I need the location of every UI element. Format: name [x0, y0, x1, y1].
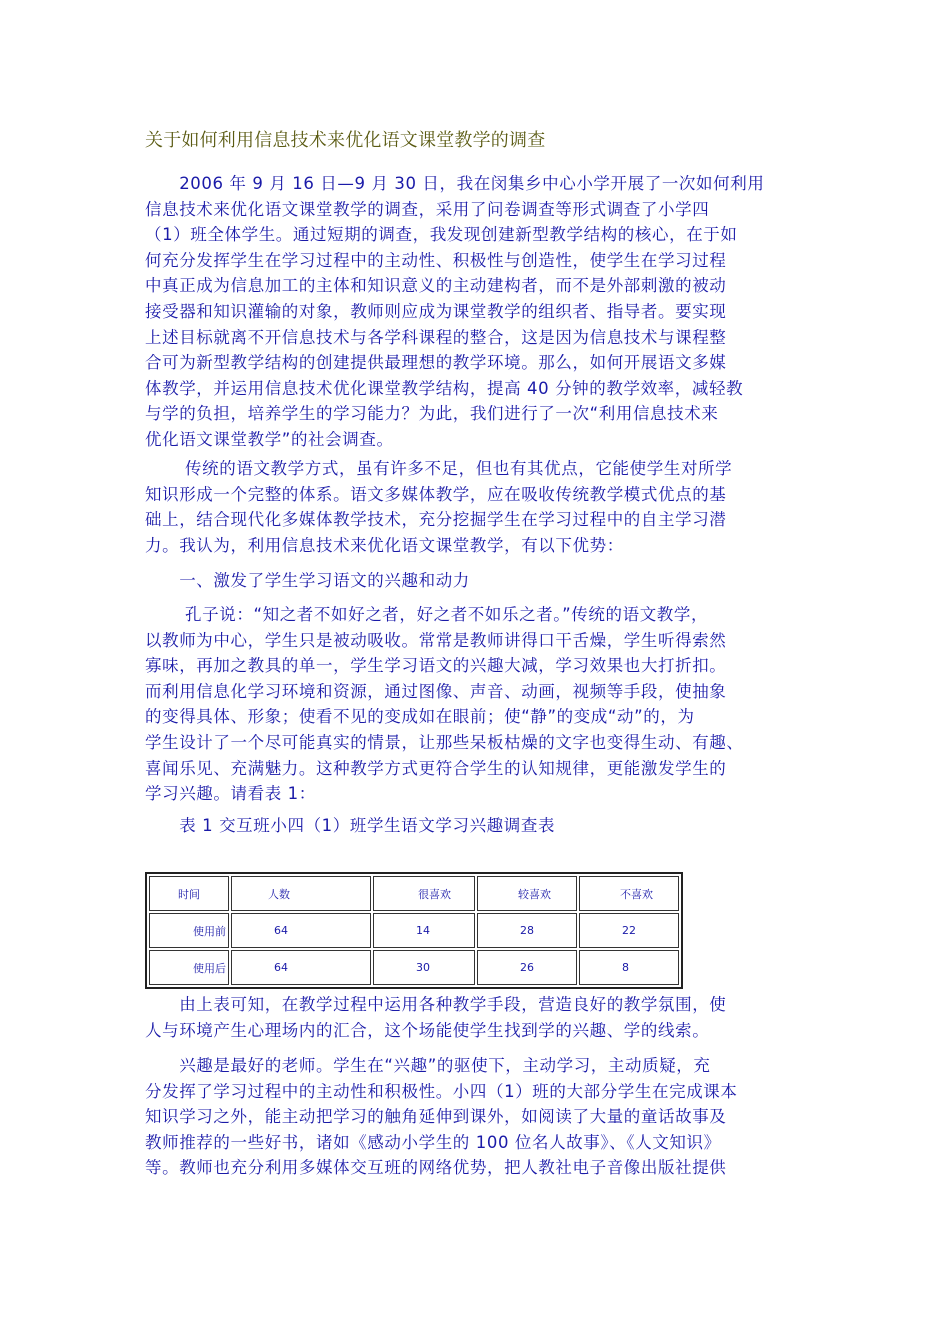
table-cell: 64 — [231, 950, 371, 985]
document-title: 关于如何利用信息技术来优化语文课堂教学的调查 — [145, 130, 546, 151]
text-line: 的变得具体、形象；使看不见的变成如在眼前；使“静”的变成“动”的，为 — [145, 707, 695, 727]
text-line: 中真正成为信息加工的主体和知识意义的主动建构者，而不是外部刺激的被动 — [145, 276, 727, 296]
table-cell: 使用前 — [149, 913, 229, 948]
table-cell: 14 — [373, 913, 475, 948]
text-line: 孔子说：“知之者不如好之者，好之者不如乐之者。”传统的语文教学， — [145, 605, 709, 624]
table-cell: 30 — [373, 950, 475, 985]
interest-survey-table — [145, 872, 683, 989]
paragraph-confucius — [145, 602, 815, 807]
section-heading-1 — [145, 568, 815, 594]
text-line: 而利用信息化学习环境和资源，通过图像、声音、动画，视频等手段，使抽象 — [145, 681, 727, 701]
table-cell: 28 — [477, 913, 577, 948]
text-line: 体教学，并运用信息技术优化课堂教学结构，提高 40 分钟的教学效率，减轻教 — [145, 378, 744, 398]
header-cell: 时间 — [149, 876, 229, 911]
header-cell: 较喜欢 — [477, 876, 577, 911]
text-line: 力。我认为，利用信息技术来优化语文课堂教学，有以下优势： — [145, 535, 624, 555]
text-line: 学生设计了一个尽可能真实的情景，让那些呆板枯燥的文字也变得生动、有趣、 — [145, 732, 744, 752]
text-line: 一、激发了学生学习语文的兴趣和动力 — [145, 571, 470, 590]
paragraph-traditional — [145, 456, 815, 558]
text-line: 喜闻乐见、充满魅力。这种教学方式更符合学生的认知规律，更能激发学生的 — [145, 758, 727, 778]
paragraph-interest — [145, 1053, 815, 1181]
text-line: 与学的负担，培养学生的学习能力？为此，我们进行了一次“利用信息技术来 — [145, 404, 719, 424]
text-line: 上述目标就离不开信息技术与各学科课程的整合，这是因为信息技术与课程整 — [145, 327, 727, 347]
paragraph-intro — [145, 171, 815, 453]
header-cell: 人数 — [231, 876, 371, 911]
text-line: （1）班全体学生。通过短期的调查，我发现创建新型教学结构的核心，在于如 — [145, 225, 738, 245]
table-cell: 使用后 — [149, 950, 229, 985]
table-row — [149, 950, 679, 985]
table-row — [149, 913, 679, 948]
text-line: 人与环境产生心理场内的汇合，这个场能使学生找到学的兴趣、学的线索。 — [145, 1020, 710, 1040]
text-line: 以教师为中心，学生只是被动吸收。常常是教师讲得口干舌燥，学生听得索然 — [145, 630, 727, 650]
text-line: 兴趣是最好的老师。学生在“兴趣”的驱使下，主动学习，主动质疑，充 — [145, 1056, 711, 1075]
text-line: 何充分发挥学生在学习过程中的主动性、积极性与创造性，使学生在学习过程 — [145, 250, 727, 270]
text-line: 知识形成一个完整的体系。语文多媒体教学，应在吸收传统教学模式优点的基 — [145, 484, 727, 504]
text-line: 接受器和知识灌输的对象，教师则应成为课堂教学的组织者、指导者。要实现 — [145, 301, 727, 321]
table-header-row — [149, 876, 679, 911]
table-cell: 26 — [477, 950, 577, 985]
table-cell: 64 — [231, 913, 371, 948]
text-line: 分发挥了学习过程中的主动性和积极性。小四（1）班的大部分学生在完成课本 — [145, 1081, 738, 1101]
text-line: 础上，结合现代化多媒体教学技术，充分挖掘学生在学习过程中的自主学习潜 — [145, 510, 727, 530]
table-cell: 22 — [579, 913, 679, 948]
text-line: 传统的语文教学方式，虽有许多不足，但也有其优点，它能使学生对所学 — [145, 459, 733, 478]
table-cell: 8 — [579, 950, 679, 985]
text-line: 寡味，再加之教具的单一，学生学习语文的兴趣大减，学习效果也大打折扣。 — [145, 656, 727, 676]
text-line: 由上表可知，在教学过程中运用各种教学手段，营造良好的教学氛围，使 — [145, 995, 727, 1014]
text-line: 知识学习之外，能主动把学习的触角延伸到课外，如阅读了大量的童话故事及 — [145, 1107, 727, 1127]
paragraph-table-conclusion — [145, 992, 815, 1043]
table-caption — [145, 813, 815, 839]
text-line: 合可为新型教学结构的创建提供最理想的教学环境。那么，如何开展语文多媒 — [145, 353, 727, 373]
text-line: 优化语文课堂教学”的社会调查。 — [145, 429, 394, 449]
header-cell: 很喜欢 — [373, 876, 475, 911]
text-line: 教师推荐的一些好书，诸如《感动小学生的 100 位名人故事》、《人文知识》 — [145, 1132, 721, 1152]
text-line: 学习兴趣。请看表 1： — [145, 784, 316, 804]
header-cell: 不喜欢 — [579, 876, 679, 911]
text-line: 等。教师也充分利用多媒体交互班的网络优势，把人教社电子音像出版社提供 — [145, 1158, 727, 1178]
text-line: 2006 年 9 月 16 日—9 月 30 日，我在闵集乡中心小学开展了一次如何利用 — [145, 174, 765, 193]
text-line: 信息技术来优化语文课堂教学的调查，采用了问卷调查等形式调查了小学四 — [145, 199, 710, 219]
text-line: 表 1 交互班小四（1）班学生语文学习兴趣调查表 — [145, 816, 556, 835]
